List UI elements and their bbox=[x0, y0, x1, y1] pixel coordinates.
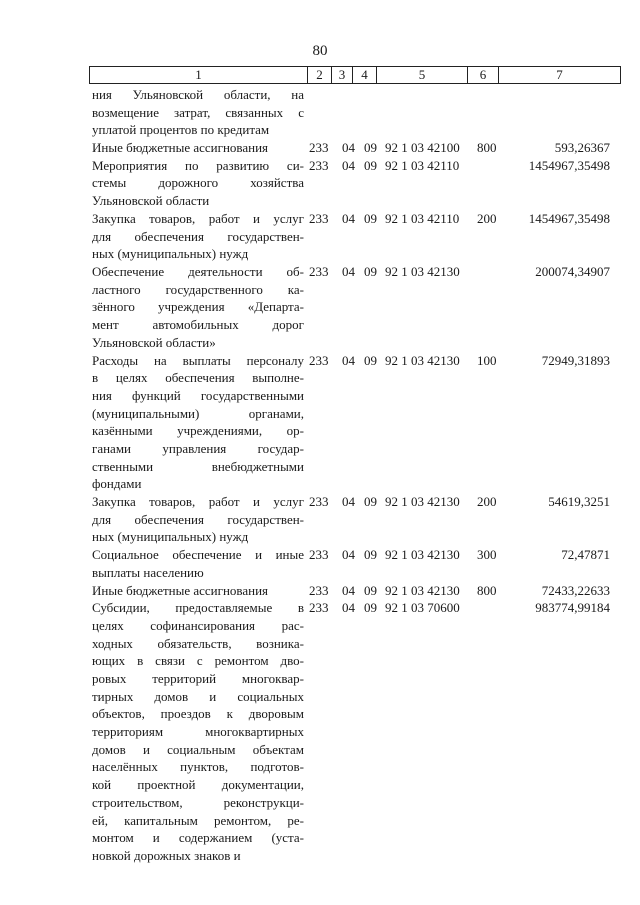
row-cell-c5: 92 1 03 42130 bbox=[385, 547, 460, 563]
row-name-line: Ульяновской области» bbox=[92, 334, 216, 350]
row-name-line: ганами управления государ- bbox=[92, 440, 304, 456]
row-name-line: территориям многоквартирных bbox=[92, 724, 304, 740]
row-cell-c4: 09 bbox=[364, 210, 377, 226]
row-name-line: населённых пунктов, подготов- bbox=[92, 759, 304, 775]
table-row bbox=[0, 263, 640, 352]
table-row bbox=[0, 352, 640, 494]
row-name-line: казёнными учреждениями, ор- bbox=[92, 423, 304, 439]
row-name-line: Иные бюджетные ассигнования bbox=[92, 140, 269, 156]
row-name-line: фондами bbox=[92, 476, 142, 492]
row-cell-c5: 92 1 03 42130 bbox=[385, 352, 460, 368]
row-name bbox=[92, 493, 304, 546]
table-row bbox=[0, 493, 640, 546]
row-name-line: тирных домов и социальных bbox=[92, 688, 304, 704]
row-name-line: (муниципальными) органами, bbox=[92, 405, 304, 421]
header-col-3: 3 bbox=[338, 67, 346, 82]
row-cell-c3: 04 bbox=[342, 210, 355, 226]
row-name-line: ходных обязательств, возника- bbox=[92, 635, 304, 651]
row-name bbox=[92, 86, 304, 139]
row-cell-c2: 233 bbox=[309, 582, 329, 598]
header-col-4: 4 bbox=[361, 67, 368, 82]
row-cell-c3: 04 bbox=[342, 600, 355, 616]
row-cell-c7: 200074,34907 bbox=[535, 264, 610, 279]
row-cell-c2: 233 bbox=[309, 140, 329, 156]
row-name-line: Обеспечение деятельности об- bbox=[92, 264, 304, 279]
row-name-line: монтом и содержанием (уста- bbox=[92, 830, 304, 846]
row-name bbox=[92, 546, 304, 581]
row-cell-c5: 92 1 03 42110 bbox=[385, 210, 460, 226]
row-name-line: новкой дорожных знаков и bbox=[92, 847, 241, 863]
table-row bbox=[0, 582, 640, 600]
header-col-1: 1 bbox=[195, 67, 202, 82]
row-name-line: стемы дорожного хозяйства bbox=[92, 175, 304, 191]
row-cell-c6: 300 bbox=[477, 547, 497, 563]
row-cell-c6: 800 bbox=[477, 582, 497, 598]
row-cell-c6: 100 bbox=[477, 352, 497, 368]
row-cell-c5: 92 1 03 42130 bbox=[385, 494, 460, 510]
header-col-6: 6 bbox=[479, 67, 487, 82]
row-cell-c2: 233 bbox=[309, 210, 329, 226]
row-name-line: домов и социальным объектам bbox=[92, 741, 304, 757]
row-name-line: Закупка товаров, работ и услуг bbox=[92, 494, 304, 510]
table-row bbox=[0, 599, 640, 865]
row-name-line: зённого учреждения «Департа- bbox=[92, 299, 304, 315]
table-row bbox=[0, 210, 640, 263]
row-name-line: ния Ульяновской области, на bbox=[92, 87, 304, 102]
row-cell-c4: 09 bbox=[364, 582, 377, 598]
row-name bbox=[92, 599, 304, 864]
row-name-line: объектов, проездов к дворовым bbox=[92, 706, 304, 722]
row-cell-c5: 92 1 03 42130 bbox=[385, 264, 460, 279]
row-cell-c6: 200 bbox=[477, 494, 497, 510]
row-cell-c2: 233 bbox=[309, 264, 329, 279]
row-cell-c7: 72433,22633 bbox=[541, 582, 610, 598]
row-name bbox=[92, 157, 304, 210]
row-cell-c7: 593,26367 bbox=[554, 140, 610, 156]
row-name-line: мент автомобильных дорог bbox=[92, 317, 304, 333]
row-name-line: выплаты населению bbox=[92, 564, 204, 580]
row-cell-c2: 233 bbox=[309, 352, 329, 368]
table-header bbox=[89, 66, 621, 84]
row-name-line: Субсидии, предоставляемые в bbox=[92, 600, 304, 616]
table-row bbox=[0, 546, 640, 581]
row-name-line: в целях обеспечения выполне- bbox=[92, 370, 304, 386]
header-col-7: 7 bbox=[556, 67, 563, 82]
header-col-5: 5 bbox=[418, 67, 426, 82]
row-cell-c6: 800 bbox=[477, 140, 497, 156]
row-cell-c5: 92 1 03 70600 bbox=[385, 600, 460, 616]
row-name-line: ных (муниципальных) нужд bbox=[92, 529, 249, 545]
row-cell-c6: 200 bbox=[477, 210, 497, 226]
page-number: 80 bbox=[312, 43, 328, 59]
row-name-line: ровых территорий многоквар- bbox=[92, 671, 304, 687]
row-cell-c4: 09 bbox=[364, 494, 377, 510]
row-cell-c3: 04 bbox=[342, 494, 355, 510]
row-name bbox=[92, 582, 304, 600]
row-name-line: возмещение затрат, связанных с bbox=[92, 104, 304, 120]
row-cell-c5: 92 1 03 42110 bbox=[385, 157, 460, 173]
row-cell-c2: 233 bbox=[309, 157, 329, 173]
row-name bbox=[92, 352, 304, 494]
row-cell-c3: 04 bbox=[342, 547, 355, 563]
row-name-line: кой проектной документации, bbox=[92, 777, 304, 793]
table-row bbox=[0, 139, 640, 157]
row-name-line: Расходы на выплаты персоналу bbox=[92, 352, 304, 368]
row-name-line: для обеспечения государствен- bbox=[92, 228, 304, 244]
row-cell-c3: 04 bbox=[342, 264, 355, 279]
row-cell-c7: 983774,99184 bbox=[535, 600, 610, 616]
row-cell-c2: 233 bbox=[309, 494, 329, 510]
row-cell-c4: 09 bbox=[364, 264, 377, 279]
row-cell-c3: 04 bbox=[342, 157, 355, 173]
row-name-line: Иные бюджетные ассигнования bbox=[92, 582, 269, 598]
row-cell-c5: 92 1 03 42130 bbox=[385, 582, 460, 598]
table-row bbox=[0, 86, 640, 139]
row-cell-c7: 54619,3251 bbox=[548, 494, 610, 510]
row-name bbox=[92, 139, 304, 157]
row-cell-c7: 1454967,35498 bbox=[528, 157, 610, 173]
row-name-line: Закупка товаров, работ и услуг bbox=[92, 210, 304, 226]
row-cell-c3: 04 bbox=[342, 582, 355, 598]
row-name bbox=[92, 263, 304, 351]
row-name-line: ей, капитальным ремонтом, ре- bbox=[92, 812, 304, 828]
row-cell-c3: 04 bbox=[342, 140, 355, 156]
row-name-line: строительством, реконструкци- bbox=[92, 794, 304, 810]
row-cell-c2: 233 bbox=[309, 547, 329, 563]
header-col-2: 2 bbox=[316, 67, 323, 82]
row-name-line: для обеспечения государствен- bbox=[92, 511, 304, 527]
row-cell-c4: 09 bbox=[364, 600, 377, 616]
row-name-line: ственными внебюджетными bbox=[92, 458, 304, 474]
row-cell-c3: 04 bbox=[342, 352, 355, 368]
row-cell-c5: 92 1 03 42100 bbox=[385, 140, 460, 156]
table-row bbox=[0, 157, 640, 210]
row-cell-c7: 72949,31893 bbox=[541, 352, 610, 368]
row-name-line: ластного государственного ка- bbox=[92, 281, 304, 297]
row-name-line: ющих в связи с ремонтом дво- bbox=[92, 653, 304, 669]
row-cell-c7: 72,47871 bbox=[561, 547, 610, 563]
row-name-line: Мероприятия по развитию си- bbox=[92, 157, 304, 173]
row-cell-c4: 09 bbox=[364, 140, 377, 156]
row-name-line: Ульяновской области bbox=[92, 193, 210, 209]
row-cell-c4: 09 bbox=[364, 547, 377, 563]
row-name-line: ных (муниципальных) нужд bbox=[92, 246, 249, 262]
row-cell-c4: 09 bbox=[364, 352, 377, 368]
row-name-line: целях софинансирования рас- bbox=[92, 617, 304, 633]
row-cell-c7: 1454967,35498 bbox=[528, 210, 610, 226]
row-name-line: Социальное обеспечение и иные bbox=[92, 547, 304, 563]
row-name-line: уплатой процентов по кредитам bbox=[92, 122, 270, 138]
row-cell-c2: 233 bbox=[309, 600, 329, 616]
row-name bbox=[92, 210, 304, 263]
row-cell-c4: 09 bbox=[364, 157, 377, 173]
row-name-line: ния функций государственными bbox=[92, 387, 304, 403]
